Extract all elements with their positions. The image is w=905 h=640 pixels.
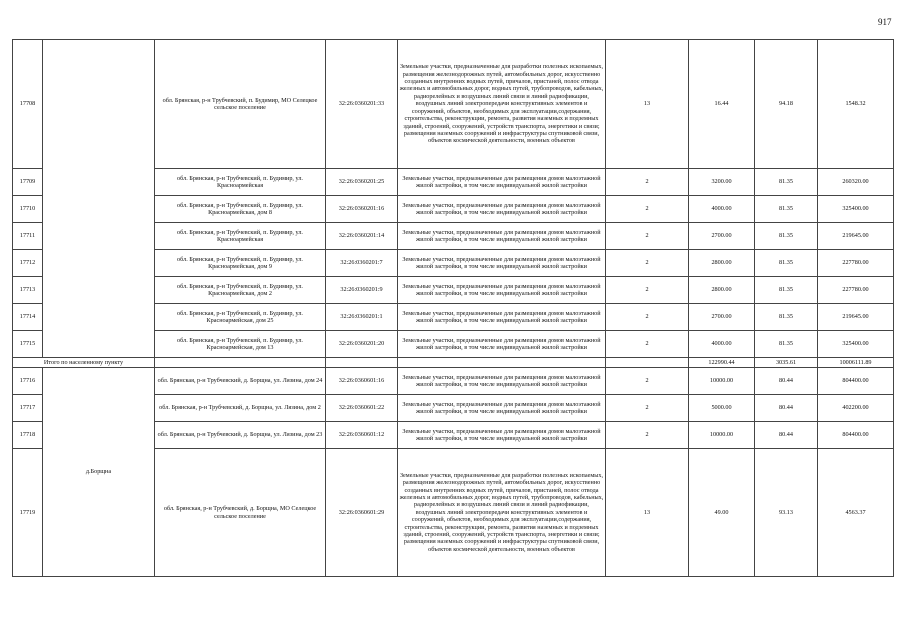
row-area: 4000.00 — [689, 331, 755, 358]
row-code: 2 — [606, 368, 689, 395]
row-area: 5000.00 — [689, 395, 755, 422]
row-address: обл. Брянская, р-н Трубчевский, п. Будимир, МО Селецкое сельское поселение — [155, 40, 326, 169]
row-cadastral: 32:26:0360201:1 — [326, 304, 398, 331]
row-cadastral: 32:26:0360201:33 — [326, 40, 398, 169]
row-cadastral: 32:26:0360201:20 — [326, 331, 398, 358]
row-code: 2 — [606, 223, 689, 250]
row-cost: 219645.00 — [818, 223, 894, 250]
total-area: 122990.44 — [689, 358, 755, 368]
row-cost: 804400.00 — [818, 422, 894, 449]
row-code: 2 — [606, 304, 689, 331]
row-cost: 4563.37 — [818, 449, 894, 577]
row-use: Земельные участки, предназначенные для размещения домов малоэтажной жилой застройки, в том числе индивидуальной жилой застройки — [398, 331, 606, 358]
row-cost: 260320.00 — [818, 169, 894, 196]
row-id: 17711 — [13, 223, 43, 250]
row-use: Земельные участки, предназначенные для размещения домов малоэтажной жилой застройки, в том числе индивидуальной жилой застройки — [398, 304, 606, 331]
row-use: Земельные участки, предназначенные для размещения домов малоэтажной жилой застройки, в том числе индивидуальной жилой застройки — [398, 277, 606, 304]
row-cadastral: 32:26:0360201:9 — [326, 277, 398, 304]
row-rate: 80.44 — [755, 368, 818, 395]
total-empty — [326, 358, 398, 368]
table-row — [13, 368, 894, 395]
row-cost: 325400.00 — [818, 331, 894, 358]
total-cost: 10006111.89 — [818, 358, 894, 368]
total-empty — [155, 358, 326, 368]
row-area: 3200.00 — [689, 169, 755, 196]
row-id: 17715 — [13, 331, 43, 358]
row-rate: 94.18 — [755, 40, 818, 169]
row-use: Земельные участки, предназначенные для разработки полезных ископаемых, размещения железнодорожных путей, автомобильных дорог, искусственно созданных внутренних водных путей, причалов, пристаней, полос отвода железных и автомобильных дорог, водных путей, трубопроводов, кабельных, радиорелейных и воздушных линий связи и линий радиофикации, воздушных линий электропередачи конструктивных элементов и сооружений, объектов, необходимых для эксплуатации,содержания, строительства, реконструкции, ремонта, развития наземных и подземных зданий, строений, сооружений, устройств транспорта, энергетики и связи; размещения наземных сооружений и инфраструктуры спутниковой связи, объектов космической деятельности, военных объектов — [398, 40, 606, 169]
row-code: 13 — [606, 40, 689, 169]
row-area: 49.00 — [689, 449, 755, 577]
row-id: 17709 — [13, 169, 43, 196]
row-address: обл. Брянская, р-н Трубчевский, п. Будимир, ул. Красноармейская, дом 13 — [155, 331, 326, 358]
row-address: обл. Брянская, р-н Трубчевский, п. Будимир, ул. Красноармейская, дом 25 — [155, 304, 326, 331]
row-rate: 93.13 — [755, 449, 818, 577]
row-id: 17712 — [13, 250, 43, 277]
row-cadastral: 32:26:0360601:29 — [326, 449, 398, 577]
row-cadastral: 32:26:0360201:7 — [326, 250, 398, 277]
row-use: Земельные участки, предназначенные для разработки полезных ископаемых, размещения железнодорожных путей, автомобильных дорог, искусственно созданных внутренних водных путей, причалов, пристаней, полос отвода железных и автомобильных дорог, водных путей, трубопроводов, кабельных, радиорелейных и воздушных линий связи и линий радиофикации, воздушных линий электропередачи конструктивных элементов и сооружений, объектов, необходимых для эксплуатации,содержания, строительства, реконструкции, ремонта, развития наземных и подземных зданий, строений, сооружений, устройств транспорта, энергетики и связи; размещения наземных сооружений и инфраструктуры спутниковой связи, объектов космической деятельности, военных объектов — [398, 449, 606, 577]
land-register-table — [12, 39, 894, 577]
row-cost: 219645.00 — [818, 304, 894, 331]
row-use: Земельные участки, предназначенные для размещения домов малоэтажной жилой застройки, в том числе индивидуальной жилой застройки — [398, 169, 606, 196]
row-id: 17719 — [13, 449, 43, 577]
row-rate: 81.35 — [755, 169, 818, 196]
row-cadastral: 32:26:0360601:12 — [326, 422, 398, 449]
row-id: 17710 — [13, 196, 43, 223]
row-area: 2700.00 — [689, 223, 755, 250]
row-rate: 81.35 — [755, 250, 818, 277]
row-code: 2 — [606, 331, 689, 358]
settlement-cell — [43, 40, 155, 358]
row-use: Земельные участки, предназначенные для размещения домов малоэтажной жилой застройки, в том числе индивидуальной жилой застройки — [398, 395, 606, 422]
row-cadastral: 32:26:0360201:14 — [326, 223, 398, 250]
row-rate: 80.44 — [755, 395, 818, 422]
row-rate: 81.35 — [755, 277, 818, 304]
total-empty — [398, 358, 606, 368]
page-number: 917 — [878, 17, 892, 27]
row-code: 2 — [606, 277, 689, 304]
row-cadastral: 32:26:0360601:22 — [326, 395, 398, 422]
row-cost: 325400.00 — [818, 196, 894, 223]
row-address: обл. Брянская, р-н Трубчевский, д. Борщна, ул. Лязина, дом 2 — [155, 395, 326, 422]
row-address: обл. Брянская, р-н Трубчевский, п. Будимир, ул. Красноармейская, дом 9 — [155, 250, 326, 277]
row-address: обл. Брянская, р-н Трубчевский, д. Борщна, МО Селецкое сельское поселение — [155, 449, 326, 577]
row-area: 16.44 — [689, 40, 755, 169]
row-code: 2 — [606, 250, 689, 277]
row-id: 17717 — [13, 395, 43, 422]
row-rate: 81.35 — [755, 304, 818, 331]
row-cost: 402200.00 — [818, 395, 894, 422]
row-rate: 81.35 — [755, 196, 818, 223]
row-rate: 80.44 — [755, 422, 818, 449]
row-id: 17713 — [13, 277, 43, 304]
row-address: обл. Брянская, р-н Трубчевский, п. Будимир, ул. Красноармейская, дом 8 — [155, 196, 326, 223]
row-cadastral: 32:26:0360201:16 — [326, 196, 398, 223]
row-area: 10000.00 — [689, 368, 755, 395]
row-address: обл. Брянская, р-н Трубчевский, п. Будимир, ул. Красноармейская — [155, 169, 326, 196]
table-row — [13, 40, 894, 169]
total-label: Итого по населенному пункту — [13, 358, 155, 368]
row-code: 2 — [606, 169, 689, 196]
settlement-name: д.Борщна — [43, 368, 155, 577]
total-empty — [606, 358, 689, 368]
row-address: обл. Брянская, р-н Трубчевский, п. Будимир, ул. Красноармейская, дом 2 — [155, 277, 326, 304]
row-address: обл. Брянская, р-н Трубчевский, п. Будимир, ул. Красноармейская — [155, 223, 326, 250]
row-rate: 81.35 — [755, 331, 818, 358]
row-use: Земельные участки, предназначенные для размещения домов малоэтажной жилой застройки, в том числе индивидуальной жилой застройки — [398, 368, 606, 395]
row-cadastral: 32:26:0360201:25 — [326, 169, 398, 196]
row-address: обл. Брянская, р-н Трубчевский, д. Борщна, ул. Лязина, дом 23 — [155, 422, 326, 449]
row-code: 2 — [606, 395, 689, 422]
row-area: 2800.00 — [689, 277, 755, 304]
row-cadastral: 32:26:0360601:16 — [326, 368, 398, 395]
row-cost: 227780.00 — [818, 277, 894, 304]
row-id: 17718 — [13, 422, 43, 449]
row-use: Земельные участки, предназначенные для размещения домов малоэтажной жилой застройки, в том числе индивидуальной жилой застройки — [398, 422, 606, 449]
row-id: 17716 — [13, 368, 43, 395]
row-address: обл. Брянская, р-н Трубчевский, д. Борщна, ул. Лязина, дом 24 — [155, 368, 326, 395]
row-cost: 1548.32 — [818, 40, 894, 169]
total-rate: 3035.61 — [755, 358, 818, 368]
row-use: Земельные участки, предназначенные для размещения домов малоэтажной жилой застройки, в том числе индивидуальной жилой застройки — [398, 250, 606, 277]
row-id: 17708 — [13, 40, 43, 169]
row-cost: 804400.00 — [818, 368, 894, 395]
row-area: 4000.00 — [689, 196, 755, 223]
row-area: 2800.00 — [689, 250, 755, 277]
row-use: Земельные участки, предназначенные для размещения домов малоэтажной жилой застройки, в том числе индивидуальной жилой застройки — [398, 196, 606, 223]
total-row — [13, 358, 894, 368]
row-code: 13 — [606, 449, 689, 577]
row-use: Земельные участки, предназначенные для размещения домов малоэтажной жилой застройки, в том числе индивидуальной жилой застройки — [398, 223, 606, 250]
row-area: 10000.00 — [689, 422, 755, 449]
row-area: 2700.00 — [689, 304, 755, 331]
row-cost: 227780.00 — [818, 250, 894, 277]
row-id: 17714 — [13, 304, 43, 331]
row-rate: 81.35 — [755, 223, 818, 250]
row-code: 2 — [606, 196, 689, 223]
row-code: 2 — [606, 422, 689, 449]
